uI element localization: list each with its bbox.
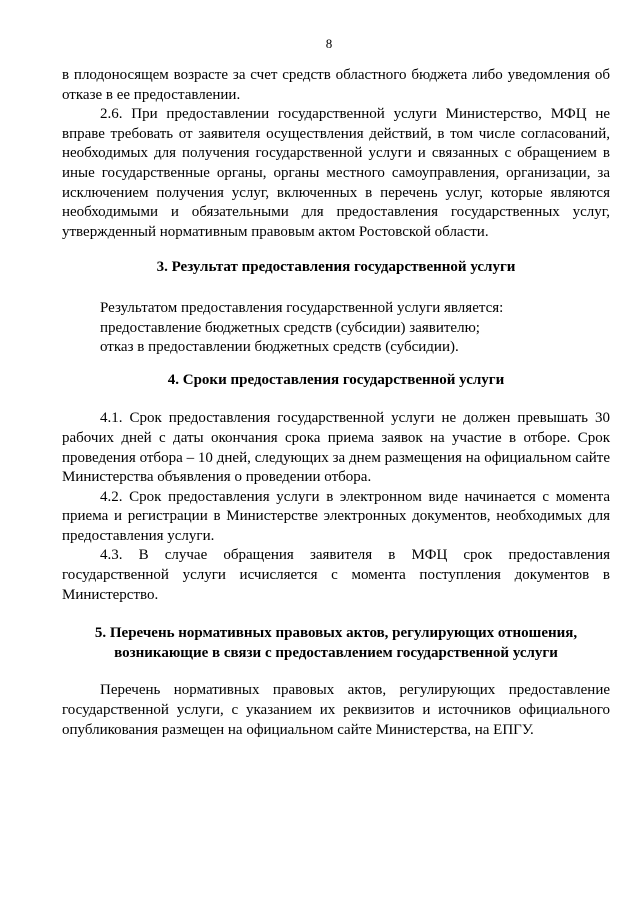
- section-3-line: предоставление бюджетных средств (субсидии) заявителю;: [100, 319, 480, 336]
- document-page: [62, 36, 610, 740]
- section-5-heading-line-1: 5. Перечень нормативных правовых актов, регулирующих отношения,: [94, 625, 578, 642]
- paragraph-4-1: 4.1. Срок предоставления государственной услуги не должен превышать 30 рабочих дней с даты окончания срока приема заявок на участие в отборе. Срок проведения отбора – 10 дней, следующих за днем размещения на официальном сайте Министерства объявления о проведении отбора.: [62, 410, 610, 486]
- paragraph-4-3: 4.3. В случае обращения заявителя в МФЦ срок предоставления государственной услуги исчисляется с момента поступления документов в Министерство.: [62, 547, 610, 603]
- section-5-heading-line-2: возникающие в связи с предоставлением государственной услуги: [114, 644, 558, 661]
- paragraph-4-2: 4.2. Срок предоставления услуги в электронном виде начинается с момента приема и регистрации в Министерстве электронных документов, необходимых для предоставления услуги.: [62, 488, 610, 544]
- section-3-heading: 3. Результат предоставления государственной услуги: [156, 259, 516, 276]
- page-number: 8: [325, 36, 333, 51]
- intro-paragraph: в плодоносящем возрасте за счет средств областного бюджета либо уведомления об отказе в ее предоставлении.: [62, 67, 610, 103]
- section-4-heading: 4. Сроки предоставления государственной услуги: [167, 371, 505, 388]
- section-5-heading: [62, 624, 610, 663]
- section-3-line: отказ в предоставлении бюджетных средств (субсидии).: [100, 339, 459, 356]
- section-5-paragraph: Перечень нормативных правовых актов, регулирующих предоставление государственной услуги, с указанием их реквизитов и источников официального опубликования размещен на официальном сайте Министерства, на ЕПГУ.: [62, 682, 610, 738]
- section-3-line: Результатом предоставления государственной услуги является:: [100, 299, 504, 316]
- paragraph-2-6: 2.6. При предоставлении государственной услуги Министерство, МФЦ не вправе требовать от заявителя осуществления действий, в том числе согласований, необходимых для получения государственной услуги и связанных с обращением в иные государственные органы, органы местного самоуправления, организации, за исключением получения услуг, включенных в перечень услуг, которые являются необходимыми и обязательными для предоставления государственных услуг, утвержденный нормативным правовым актом Ростовской области.: [62, 106, 610, 240]
